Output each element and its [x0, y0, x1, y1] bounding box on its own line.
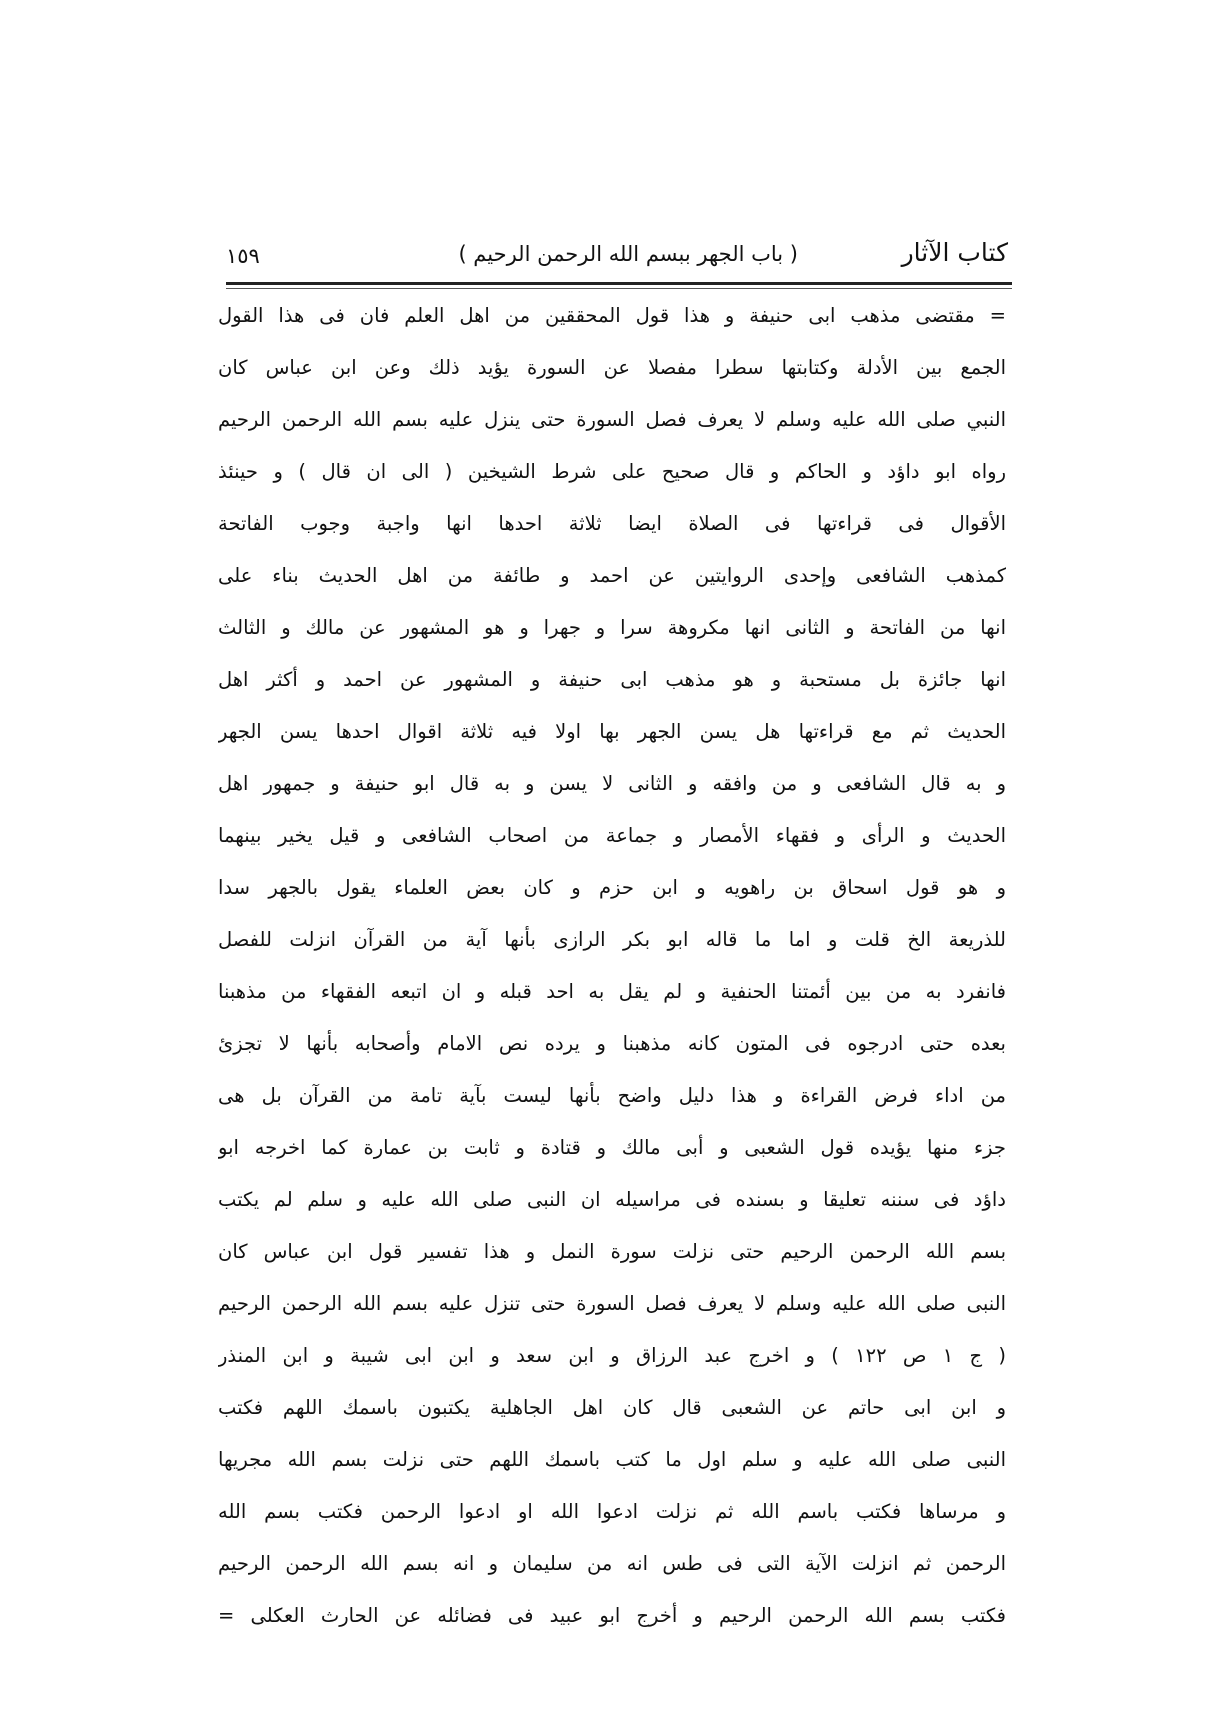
text-line: النبي صلى الله عليه وسلم لا يعرف فصل السورة حتى ينزل عليه بسم الله الرحمن الرحيم [218, 408, 1006, 431]
text-line: بسم الله الرحمن الرحيم حتى نزلت سورة النمل و هذا تفسير قول ابن عباس كان [218, 1240, 1006, 1263]
page-number: ١٥٩ [226, 244, 260, 268]
text-line: انها جائزة بل مستحبة و هو مذهب ابى حنيفة و المشهور عن احمد و أكثر اهل [218, 668, 1006, 691]
text-line: فانفرد به من بين أئمتنا الحنفية و لم يقل به احد قبله و ان اتبعه الفقهاء من مذهبنا [218, 980, 1006, 1003]
text-line: داؤد فى سننه تعليقا و بسنده فى مراسيله ان النبى صلى الله عليه و سلم لم يكتب [218, 1188, 1006, 1211]
page-header [218, 238, 1008, 278]
book-title: كتاب الآثار [901, 238, 1008, 267]
text-line: انها من الفاتحة و الثانى انها مكروهة سرا و جهرا و هو المشهور عن مالك و الثالث [218, 616, 1006, 639]
header-rule [226, 282, 1012, 285]
text-line: النبى صلى الله عليه وسلم لا يعرف فصل السورة حتى تنزل عليه بسم الله الرحمن الرحيم [218, 1292, 1006, 1315]
text-line: النبى صلى الله عليه و سلم اول ما كتب باسمك اللهم حتى نزلت بسم الله مجريها [218, 1448, 1006, 1471]
text-line: من اداء فرض القراءة و هذا دليل واضح بأنها ليست بآية تامة من القرآن بل هى [218, 1084, 1006, 1107]
text-line: بعده حتى ادرجوه فى المتون كانه مذهبنا و يرده نص الامام وأصحابه بأنها لا تجزئ [218, 1032, 1006, 1055]
text-line: جزء منها يؤيده قول الشعبى و أبى مالك و قتادة و ثابت بن عمارة كما اخرجه ابو [218, 1136, 1006, 1159]
text-line: ( ج ١ ص ١٢٢ ) و اخرج عبد الرزاق و ابن سعد و ابن ابى شيبة و ابن المنذر [218, 1344, 1006, 1367]
body-text [218, 290, 1006, 1642]
text-line: و ابن ابى حاتم عن الشعبى قال كان اهل الجاهلية يكتبون باسمك اللهم فكتب [218, 1396, 1006, 1419]
text-line: الجمع بين الأدلة وكتابتها سطرا مفصلا عن السورة يؤيد ذلك وعن ابن عباس كان [218, 356, 1006, 379]
text-line: و به قال الشافعى و من وافقه و الثانى لا يسن و به قال ابو حنيفة و جمهور اهل [218, 772, 1006, 795]
header-rule-thin [226, 288, 1012, 289]
text-line: الحديث و الرأى و فقهاء الأمصار و جماعة من اصحاب الشافعى و قيل يخير بينهما [218, 824, 1006, 847]
text-line: = مقتضى مذهب ابى حنيفة و هذا قول المحققين من اهل العلم فان فى هذا القول [218, 304, 1006, 327]
text-line: كمذهب الشافعى وإحدى الروايتين عن احمد و طائفة من اهل الحديث بناء على [218, 564, 1006, 587]
text-line: و مرساها فكتب باسم الله ثم نزلت ادعوا الله او ادعوا الرحمن فكتب بسم الله [218, 1500, 1006, 1523]
text-line: رواه ابو داؤد و الحاكم و قال صحيح على شرط الشيخين ( الى ان قال ) و حينئذ [218, 460, 1006, 483]
text-line: الأقوال فى قراءتها فى الصلاة ايضا ثلاثة احدها انها واجبة وجوب الفاتحة [218, 512, 1006, 535]
text-line: فكتب بسم الله الرحمن الرحيم و أخرج ابو عبيد فى فضائله عن الحارث العكلى = [218, 1604, 1006, 1627]
text-line: الرحمن ثم انزلت الآية التى فى طس انه من سليمان و انه بسم الله الرحمن الرحيم [218, 1552, 1006, 1575]
chapter-title: ( باب الجهر ببسم الله الرحمن الرحيم ) [458, 242, 798, 266]
text-line: الحديث ثم مع قراءتها هل يسن الجهر بها اولا فيه ثلاثة اقوال احدها يسن الجهر [218, 720, 1006, 743]
text-line: و هو قول اسحاق بن راهويه و ابن حزم و كان بعض العلماء يقول بالجهر سدا [218, 876, 1006, 899]
text-line: للذريعة الخ قلت و اما ما قاله ابو بكر الرازى بأنها آية من القرآن انزلت للفصل [218, 928, 1006, 951]
